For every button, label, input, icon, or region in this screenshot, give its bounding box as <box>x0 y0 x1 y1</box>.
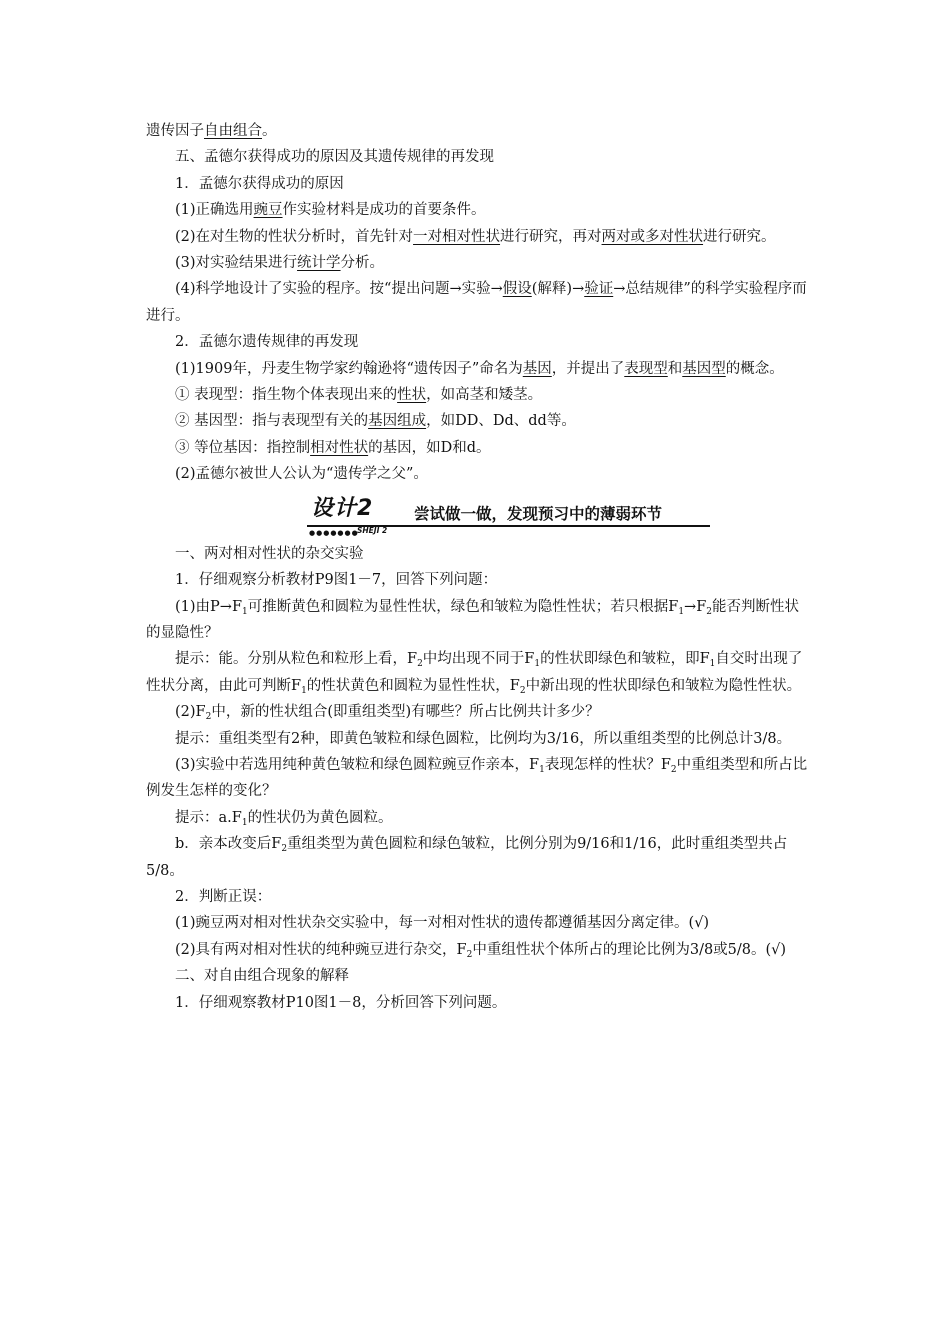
answer-blank: 豌豆 <box>253 202 283 219</box>
list-item: ② 基因型：指与表现型有关的基因组成，如DD、Dd、dd等。 <box>175 413 576 430</box>
paragraph: (1)正确选用豌豆作实验材料是成功的首要条件。 <box>175 202 486 219</box>
answer-blank: 统计学 <box>297 255 341 272</box>
hint: 提示：重组类型有2种，即黄色皱粒和绿色圆粒，比例均为3/16，所以重组类型的比例总计3/8。 <box>175 730 792 747</box>
answer-blank: 假设 <box>502 281 532 298</box>
section-banner <box>146 495 808 537</box>
answer-blank: 基因 <box>522 360 552 377</box>
banner-logo-subtext: SHEJI 2 <box>357 525 388 535</box>
paragraph: (3)对实验结果进行统计学分析。 <box>175 255 385 272</box>
paragraph-continuation: 遗传因子自由组合。 <box>146 123 277 139</box>
answer-blank: 自由组合 <box>204 123 262 139</box>
section-heading: 一、两对相对性状的杂交实验 <box>175 545 364 562</box>
answer-blank: 基因型 <box>682 360 726 377</box>
question: 1．仔细观察教材P10图1－8，分析回答下列问题。 <box>175 994 507 1011</box>
section-heading: 五、孟德尔获得成功的原因及其遗传规律的再发现 <box>175 149 494 166</box>
question: (1)由$P\to F_1$可推断黄色和圆粒为显性性状，绿色和皱粒为隐性性状；若只根据$F_1\to F_2$能否判断性状的显隐性？ <box>146 598 799 641</box>
true-false-item: (1)豌豆两对相对性状杂交实验中，每一对相对性状的遗传都遵循基因分离定律。(√) <box>175 915 710 932</box>
question: 1．仔细观察分析教材P9图1－7，回答下列问题： <box>175 572 498 589</box>
sub-heading: 2．孟德尔遗传规律的再发现 <box>175 334 359 351</box>
answer-blank: 表现型 <box>624 360 668 377</box>
question: $(2)F_2$中，新的性状组合(即重组类型)有哪些？所占比例共计多少？ <box>175 704 600 723</box>
answer-blank: 基因组成 <box>368 413 427 430</box>
answer-blank: 性状 <box>397 387 427 404</box>
paragraph: (4)科学地设计了实验的程序。按“提出问题→实验→假设(解释)→验证→总结规律”的科学实验程序而进行。 <box>146 281 807 324</box>
paragraph: (2)孟德尔被世人公认为“遗传学之父”。 <box>175 466 428 483</box>
answer-blank: 两对或多对性状 <box>601 228 704 245</box>
banner-logo-text: 设计2 <box>311 495 374 521</box>
paragraph: (2)在对生物的性状分析时，首先针对一对相对性状进行研究，再对两对或多对性状进行研究。 <box>175 228 776 245</box>
hint: 提示：能。分别从粒色和粒形上看，$F_2$中均出现不同于$F_1$的性状即绿色和皱粒，即$F_1$自交时出现了性状分离，由此可判断$F_1$的性状黄色和圆粒为显性性状，$F_2$中新出现的性状即绿色和皱粒为隐性性状。 <box>146 651 803 696</box>
banner-logo <box>307 495 411 537</box>
question: (3)实验中若选用纯种黄色皱粒和绿色圆粒豌豆作亲本，$F_1$表现怎样的性状？$F_2$中重组类型和所占比例发生怎样的变化？ <box>146 756 808 800</box>
answer-blank: 验证 <box>584 281 614 298</box>
question: 2．判断正误： <box>175 888 272 905</box>
sub-heading: 1．孟德尔获得成功的原因 <box>175 175 344 192</box>
true-false-item: (2)具有两对相对性状的纯种豌豆进行杂交，$F_2$中重组性状个体所占的理论比例为3/8或5/8。(√) <box>175 941 787 960</box>
dots-decoration-icon: ●●●●●●● <box>309 528 359 537</box>
banner-caption: 尝试做一做，发现预习中的薄弱环节 <box>414 504 663 523</box>
paragraph: (1)1909年，丹麦生物学家约翰逊将“遗传因子”命名为基因，并提出了表现型和基因型的概念。 <box>175 360 784 377</box>
answer-blank: 一对相对性状 <box>413 228 501 245</box>
hint: b．亲本改变后$F_2$重组类型为黄色圆粒和绿色皱粒，比例分别为9/16和1/16，此时重组类型共占5/8。 <box>146 836 788 879</box>
document-page <box>146 118 808 1016</box>
hint: 提示：$a.F_1$的性状仍为黄色圆粒。 <box>175 809 393 828</box>
list-item: ③ 等位基因：指控制相对性状的基因，如D和d。 <box>175 439 491 456</box>
section-heading: 二、对自由组合现象的解释 <box>175 968 349 985</box>
list-item: ① 表现型：指生物个体表现出来的性状，如高茎和矮茎。 <box>175 387 543 404</box>
answer-blank: 相对性状 <box>310 439 369 456</box>
